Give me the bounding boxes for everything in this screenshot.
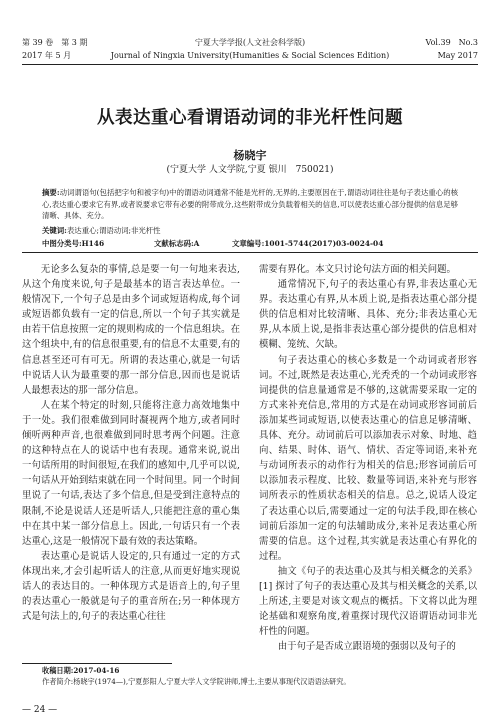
clc-number: 中图分类号:H146	[42, 239, 105, 248]
author-name: 杨晓宇	[233, 149, 267, 162]
paragraph: 由于句子是否成立跟语境的强弱以及句子的	[277, 641, 456, 653]
paragraph: 抽文《句子的表达重心及其与相关概念的关系》[1] 探讨了句子的表达重心及其与相关概念的关系,以上所述,主要是对该文观点的概括。下文将以此为理论基础和观察角度,着重探讨现代汉语谓语动词非光杆性的问题。	[259, 565, 477, 638]
body-column-left	[22, 262, 240, 624]
paragraph: 需要有界化。本文只讨论句法方面的相关问题。	[259, 264, 456, 275]
date-en: May 2017	[437, 51, 478, 60]
abstract-rule	[22, 252, 478, 253]
paragraph: 表达重心是说话人设定的,只有通过一定的方式体现出来,才会引起听话人的注意,从而更好地实现说话人的表达目的。一种体现方式是语音上的,句子里的表达重心一般就是句子的重音所在;另一种体现方式是句法上的,句子的表达重心往往	[22, 550, 240, 623]
page-number: — 24 —	[22, 705, 58, 715]
received-date: 收稿日期:2017-04-16	[42, 666, 120, 675]
date-cn: 2017 年 5 月	[22, 51, 72, 60]
document-code: 文献标志码:A	[154, 239, 200, 248]
article-number: 文章编号:1001-5744(2017)03-0024-04	[232, 239, 384, 248]
abstract-label: 摘要:	[42, 188, 60, 197]
keywords-label: 关键词:	[42, 226, 67, 235]
journal-title-en: Journal of Ningxia University(Humanities & Social Sciences Edition)	[110, 51, 390, 60]
header-rule	[22, 64, 478, 65]
running-header-line-2	[22, 51, 478, 61]
abstract	[42, 187, 458, 222]
footnote-rule	[22, 663, 172, 664]
body-column-right	[259, 262, 477, 654]
paragraph: 通常情况下,句子的表达重心有界,非表达重心无界。表达重心有界,从本质上说,是指表达重心部分提供的信息相对比较清晰、具体、充分;非表达重心无界,从本质上说,是指非表达重心部分提供的信息相对模糊、笼统、欠缺。	[259, 279, 477, 351]
keywords-text: 表达重心;谓语动词;非光杆性	[66, 226, 161, 235]
author-bio: 作者简介:杨晓宇(1974—),宁夏彭阳人,宁夏大学人文学院讲师,博士,主要从事现代汉语语法研究。	[42, 677, 351, 686]
paragraph: 句子表达重心的核心多数是一个动词或者形容词。不过,既然是表达重心,光秃秃的一个动词或形容词提供的信息量通常是不够的,这就需要采取一定的方式来补充信息,常用的方式是在动词或形容词前后添加某些词或短语,以使表达重心的信息足够清晰、具体、充分。动词前后可以添加表示对象、时地、趋向、结果、时体、语气、情状、否定等词语,来补充与动词所表示的动作行为相关的信息;形容词前后可以添加表示程度、比较、数量等词语,来补充与形容词所表示的性质状态相关的信息。总之,说话人设定了表达重心以后,需要通过一定的句法手段,即在核心词前后添加一定的句法辅助成分,来补足表达重心所需要的信息。这个过程,其实就是表达重心有界化的过程。	[259, 354, 477, 562]
volume-issue-en: Vol.39 No.3	[425, 38, 478, 47]
author-affiliation: (宁夏大学 人文学院,宁夏 银川 750021)	[166, 165, 334, 175]
volume-issue-cn: 第 39 卷 第 3 期	[22, 38, 88, 47]
journal-title-cn: 宁夏大学学报(人文社会科学版)	[194, 38, 306, 47]
abstract-text: 动词谓语句(包括把字句和被字句)中的谓语动词通常不能是光杆的,无界的,主要原因在于,谓语动词往往是句子表达重心的核心,表达重心要求它有界,或者说要求它带有必要的附带成分,这些附带成分负载着相关的信息,可以使表达重心部分提供的信息足够清晰、具体、充分。	[42, 188, 458, 221]
keywords	[42, 225, 458, 236]
article-title: 从表达重心看谓语动词的非光杆性问题	[97, 108, 403, 128]
running-header-line-1	[22, 38, 478, 48]
paragraph: 无论多么复杂的事情,总是要一句一句地来表达,从这个角度来说,句子是最基本的语言表达单位。一般情况下,一个句子总是由多个词或短语构成,每个词或短语都负载有一定的信息,所以一个句子其实就是由若干信息按照一定的规则构成的一个信息组块。在这个组块中,有的信息很重要,有的信息不太重要,有的信息甚至还可有可无。所谓的表达重心,就是一句话中说话人认为最重要的那一部分信息,因而也是说话人最想表达的那一部分信息。	[22, 264, 240, 396]
paragraph: 人在某个特定的时刻,只能将注意力高效地集中于一处。我们很难做到同时凝视两个地方,或者同时倾听两种声音,也很难做到同时思考两个问题。注意的这种特点在人的说话中也有表现。通常来说,说出一句话所用的时间很短,在我们的感知中,几乎可以说,一句话从开始到结束就在同一个时间里。同一个时间里说了一句话,表达了多个信息,但是受到注意特点的限制,不论是说话人还是听话人,只能把注意的重心集中在其中某一部分信息上。因此,一句话只有一个表达重心,这是一般情况下最有效的表达策略。	[22, 399, 240, 547]
